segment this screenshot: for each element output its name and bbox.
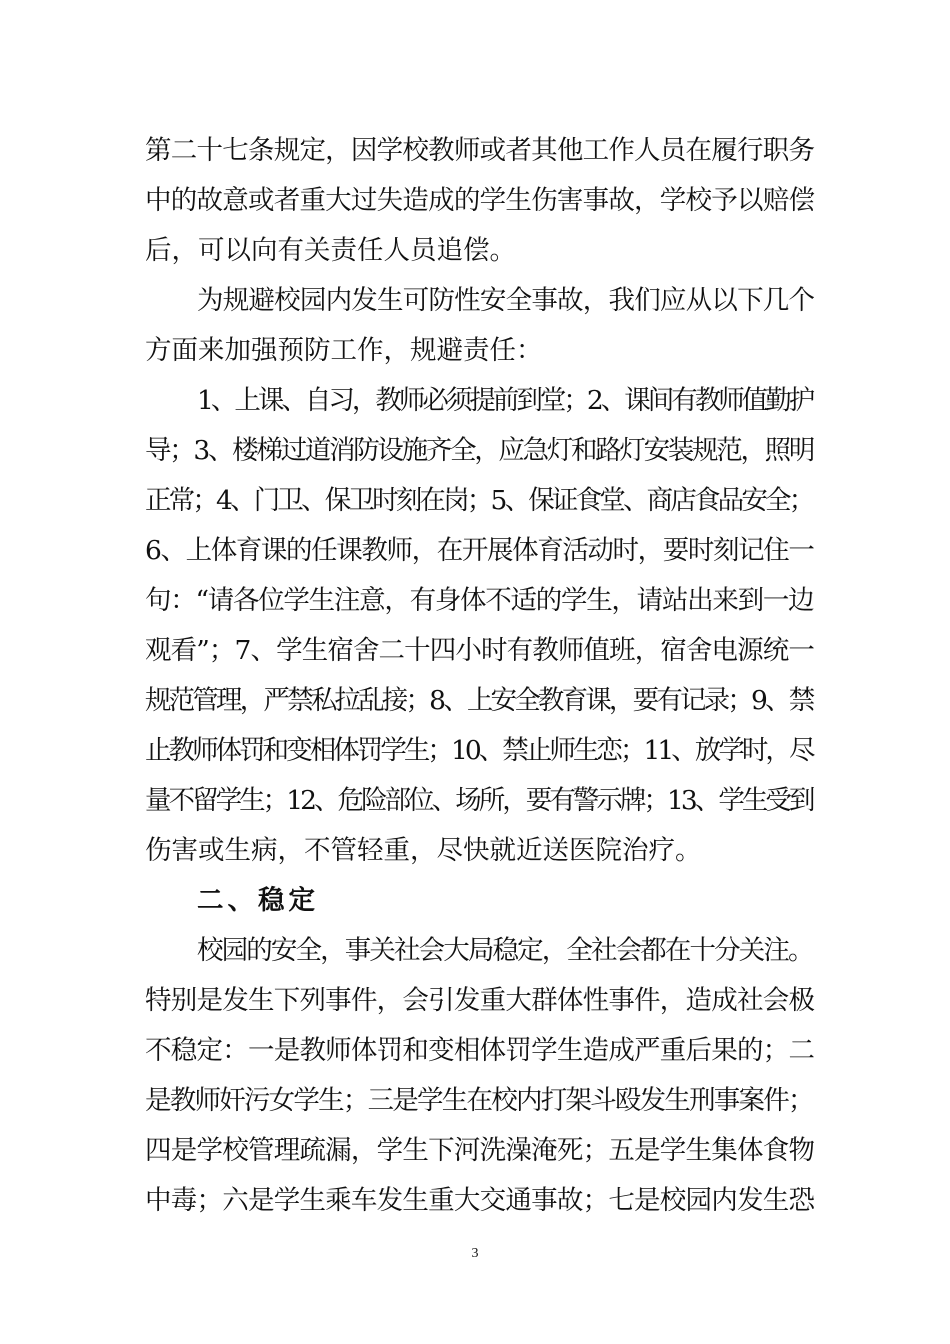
paragraph-start-line: 1、上课、自习，教师必须提前到堂；2、课间有教师值勤护 <box>197 385 813 416</box>
text-line: 量不留学生；12、危险部位、场所，要有警示牌；13、学生受到 <box>145 785 813 816</box>
text-line: 正常；4、门卫、保卫时刻在岗；5、保证食堂、商店食品安全； <box>145 485 813 516</box>
text-line: 伤害或生病，不管轻重，尽快就近送医院治疗。 <box>145 835 702 866</box>
text-line: 规范管理，严禁私拉乱接；8、上安全教育课，要有记录；9、禁 <box>145 685 813 716</box>
text-line: 第二十七条规定，因学校教师或者其他工作人员在履行职务 <box>145 135 815 166</box>
text-line: 特别是发生下列事件，会引发重大群体性事件，造成社会极 <box>145 985 815 1016</box>
text-line: 中毒；六是学生乘车发生重大交通事故；七是校园内发生恐 <box>145 1185 815 1216</box>
text-line: 中的故意或者重大过失造成的学生伤害事故，学校予以赔偿 <box>145 185 815 216</box>
text-line: 止教师体罚和变相体罚学生；10、禁止师生恋；11、放学时，尽 <box>145 735 813 766</box>
page-number: 3 <box>471 1246 479 1261</box>
text-line: 方面来加强预防工作，规避责任： <box>145 335 543 366</box>
text-line: 四是学校管理疏漏，学生下河洗澡淹死；五是学生集体食物 <box>145 1135 815 1166</box>
text-line: 导；3、楼梯过道消防设施齐全，应急灯和路灯安装规范，照明 <box>145 435 814 466</box>
text-line: 句：“请各位学生注意，有身体不适的学生，请站出来到一边 <box>145 585 814 616</box>
section-heading: 二、稳定 <box>197 885 319 916</box>
text-line: 观看”；7、学生宿舍二十四小时有教师值班，宿舍电源统一 <box>145 635 815 666</box>
text-line: 6、上体育课的任课教师，在开展体育活动时，要时刻记住一 <box>145 535 814 566</box>
text-line: 不稳定：一是教师体罚和变相体罚学生造成严重后果的；二 <box>145 1035 815 1066</box>
paragraph-start-line: 校园的安全，事关社会大局稳定，全社会都在十分关注。 <box>197 935 813 966</box>
text-line: 后，可以向有关责任人员追偿。 <box>145 235 516 266</box>
paragraph-start-line: 为规避校园内发生可防性安全事故，我们应从以下几个 <box>197 285 815 316</box>
text-line: 是教师奸污女学生；三是学生在校内打架斗殴发生刑事案件； <box>145 1085 813 1116</box>
